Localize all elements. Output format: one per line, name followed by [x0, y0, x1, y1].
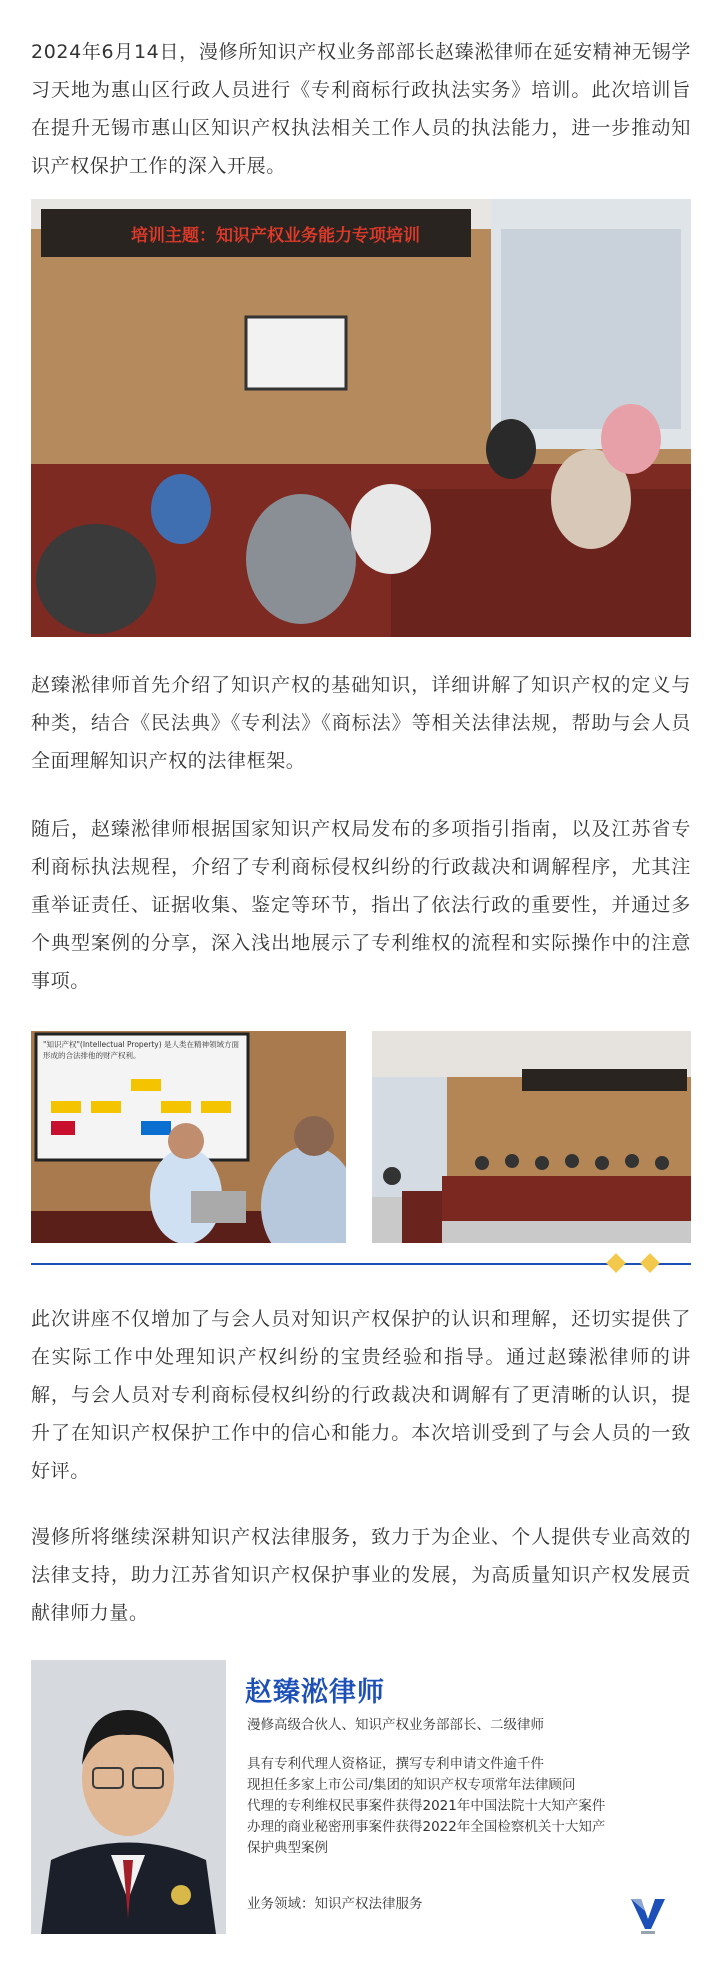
section-divider [31, 1263, 691, 1265]
credential-item: 具有专利代理人资格证，撰写专利申请文件逾千件 [247, 1756, 544, 1772]
credential-item: 代理的专利维权民事案件获得2021年中国法院十大知产案件 [247, 1798, 606, 1814]
intro-paragraph: 2024年6月14日，漫修所知识产权业务部部长赵臻淞律师在延安精神无锡学习天地为惠山区行政人员进行《专利商标行政执法实务》培训。此次培训旨在提升无锡市惠山区知识产权执法相关工作人员的执法能力，进一步推动知识产权保护工作的深入开展。 [31, 41, 691, 177]
lecture-speaker-photo [31, 1031, 346, 1243]
lawyer-name: 赵臻淞律师 [245, 1677, 385, 1708]
firm-logo-icon [627, 1893, 669, 1937]
lawyer-portrait [31, 1660, 226, 1934]
diamond-decoration-2 [640, 1253, 660, 1273]
paragraph-3: 随后，赵臻淞律师根据国家知识产权局发布的多项指引指南，以及江苏省专利商标执法规程，介绍了专利商标侵权纠纷的行政裁决和调解程序，尤其注重举证责任、证据收集、鉴定等环节，指出了依法行政的重要性，并通过多个典型案例的分享，深入浅出地展示了专利维权的流程和实际操作中的注意事项。 [31, 818, 691, 992]
training-room-photo [31, 199, 691, 637]
audience-photo [372, 1031, 691, 1243]
credential-item: 办理的商业秘密刑事案件获得2022年全国检察机关十大知产 [247, 1819, 606, 1835]
practice-area: 业务领域：知识产权法律服务 [247, 1896, 423, 1912]
credential-item: 现担任多家上市公司/集团的知识产权专项常年法律顾问 [247, 1777, 576, 1793]
banner-text: 培训主题：知识产权业务能力专项培训 [131, 226, 420, 246]
paragraph-4: 此次讲座不仅增加了与会人员对知识产权保护的认识和理解，还切实提供了在实际工作中处理知识产权纠纷的宝贵经验和指导。通过赵臻淞律师的讲解，与会人员对专利商标侵权纠纷的行政裁决和调解有了更清晰的认识，提升了在知识产权保护工作中的信心和能力。本次培训受到了与会人员的一致好评。 [31, 1308, 691, 1482]
slide-title: "知识产权"(Intellectual Property) 是人类在精神领域方面形成的合法排他的财产权利。 [43, 1040, 240, 1060]
paragraph-5: 漫修所将继续深耕知识产权法律服务，致力于为企业、个人提供专业高效的法律支持，助力江苏省知识产权保护事业的发展，为高质量知识产权发展贡献律师力量。 [31, 1526, 691, 1624]
diamond-decoration-1 [606, 1253, 626, 1273]
lawyer-title: 漫修高级合伙人、知识产权业务部部长、二级律师 [247, 1717, 544, 1733]
paragraph-2: 赵臻淞律师首先介绍了知识产权的基础知识，详细讲解了知识产权的定义与种类，结合《民法典》《专利法》《商标法》等相关法律法规，帮助与会人员全面理解知识产权的法律框架。 [31, 674, 691, 772]
credential-item: 保护典型案例 [247, 1840, 328, 1856]
